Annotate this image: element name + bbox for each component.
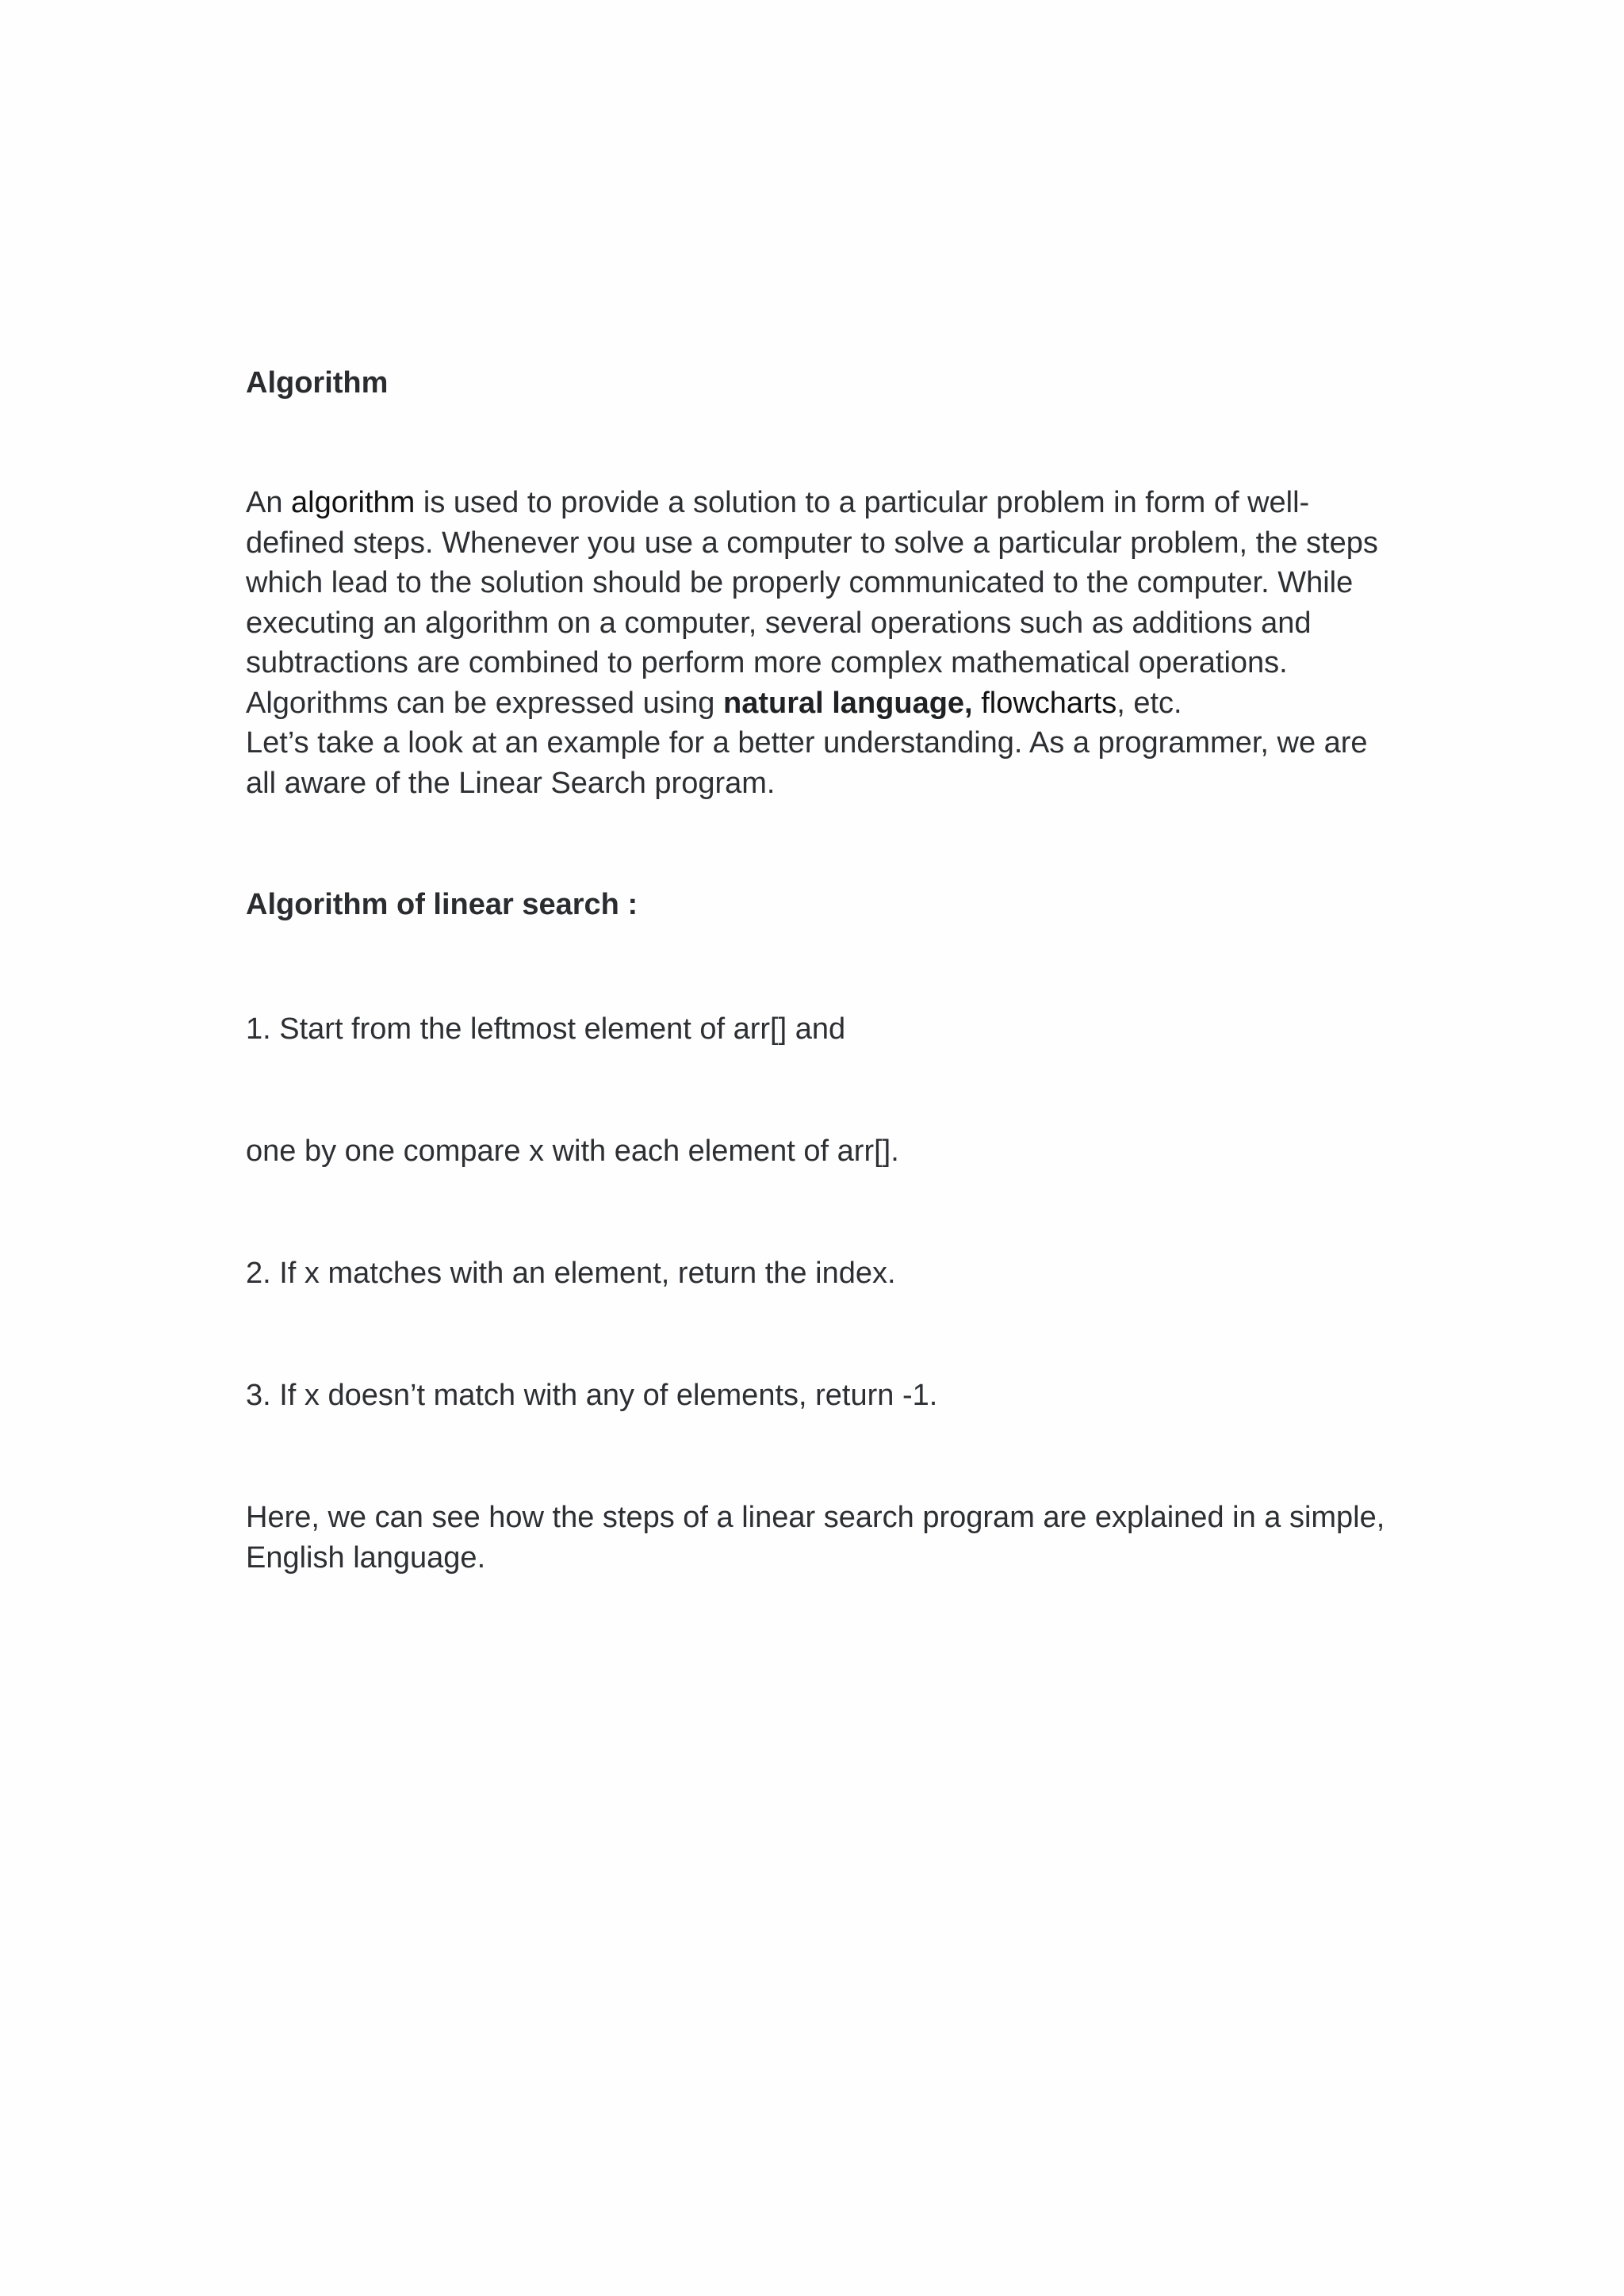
algorithm-term: algorithm [291,486,416,519]
example-paragraph: Let’s take a look at an example for a better understanding. As a programmer, we are all aware of the Linear Search program. [246,726,1368,800]
step-1: 1. Start from the leftmost element of arr[] and [246,1012,846,1046]
step-1-continued: one by one compare x with each element of arr[]. [246,1135,899,1168]
flowcharts-term: flowcharts [981,686,1117,720]
page-title: Algorithm [246,366,389,400]
natural-language-term: natural language, [723,686,973,720]
section-subtitle: Algorithm of linear search : [246,888,638,921]
step-3: 3. If x doesn’t match with any of elements, return -1. [246,1379,938,1412]
document-content [246,361,1396,1578]
intro-paragraph: An algorithm is used to provide a solution to a particular problem in form of well-defined steps. Whenever you use a computer to solve a particular problem, the steps which lead to the solution should be properly communicated to the computer. While executing an algorithm on a computer, several operations such as additions and subtractions are combined to perform more complex mathematical operations. Algorithms can be expressed using natural language, flowcharts, etc. [246,486,1378,720]
step-2: 2. If x matches with an element, return the index. [246,1257,896,1290]
conclusion-paragraph: Here, we can see how the steps of a linear search program are explained in a simple, English language. [246,1501,1385,1575]
